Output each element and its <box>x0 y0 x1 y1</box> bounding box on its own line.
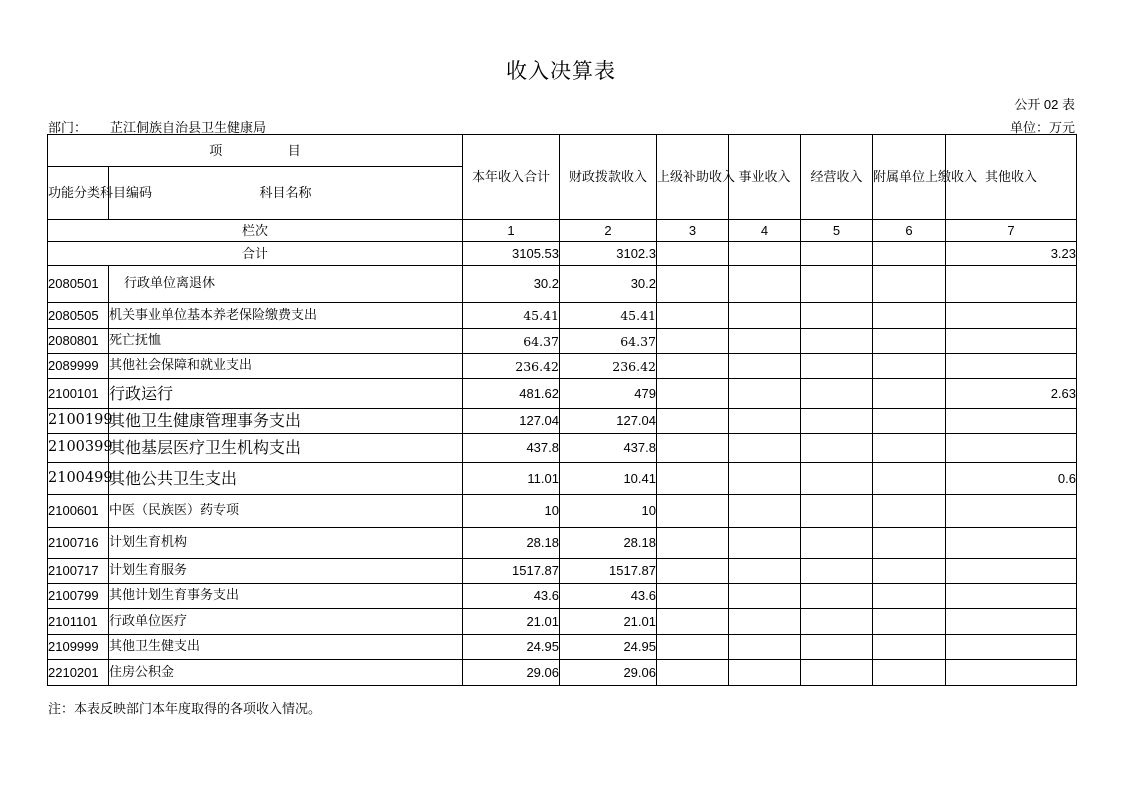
amount-cell: 1517.87 <box>560 559 657 584</box>
amount-cell: 2.63 <box>946 379 1077 409</box>
amount-cell <box>729 559 801 584</box>
header-superior-subsidy: 上级补助收入 <box>657 135 729 220</box>
amount-cell <box>657 495 729 528</box>
header-other-income: 其他收入 <box>946 135 1077 220</box>
income-table <box>47 134 1077 686</box>
amount-cell: 236.42 <box>560 354 657 379</box>
amount-cell <box>801 463 873 495</box>
header-subject-code: 功能分类科目编码 <box>48 167 109 220</box>
amount-cell: 437.8 <box>560 434 657 463</box>
amount-cell <box>801 528 873 559</box>
amount-cell <box>873 266 946 303</box>
amount-cell <box>729 495 801 528</box>
amount-cell: 24.95 <box>463 635 560 660</box>
table-row <box>48 559 1077 584</box>
amount-cell: 30.2 <box>463 266 560 303</box>
total-amount <box>873 242 946 266</box>
amount-cell: 64.37 <box>560 329 657 354</box>
amount-cell <box>657 379 729 409</box>
amount-cell: 29.06 <box>463 660 560 686</box>
amount-cell <box>657 463 729 495</box>
amount-cell <box>729 409 801 434</box>
amount-cell <box>801 409 873 434</box>
amount-cell: 24.95 <box>560 635 657 660</box>
table-row <box>48 379 1077 409</box>
column-index-label: 栏次 <box>48 220 463 242</box>
subject-code: 2100716 <box>48 528 109 559</box>
amount-cell: 127.04 <box>560 409 657 434</box>
amount-cell <box>657 303 729 329</box>
table-row <box>48 495 1077 528</box>
subject-name: 住房公积金 <box>109 660 463 686</box>
total-label: 合计 <box>48 242 463 266</box>
subject-name: 死亡抚恤 <box>109 329 463 354</box>
subject-code: 2100717 <box>48 559 109 584</box>
amount-cell <box>873 495 946 528</box>
total-amount <box>657 242 729 266</box>
amount-cell <box>657 329 729 354</box>
amount-cell <box>946 409 1077 434</box>
subject-code: 2109999 <box>48 635 109 660</box>
column-index: 6 <box>873 220 946 242</box>
total-amount: 3105.53 <box>463 242 560 266</box>
amount-cell <box>946 329 1077 354</box>
amount-cell <box>873 434 946 463</box>
department-name: 芷江侗族自治县卫生健康局 <box>110 120 267 135</box>
page-title: 收入决算表 <box>506 59 616 83</box>
column-index: 1 <box>463 220 560 242</box>
amount-cell <box>729 329 801 354</box>
amount-cell <box>729 266 801 303</box>
column-index: 3 <box>657 220 729 242</box>
amount-cell <box>946 528 1077 559</box>
amount-cell: 236.42 <box>463 354 560 379</box>
amount-cell <box>873 584 946 609</box>
amount-cell: 479 <box>560 379 657 409</box>
subject-name: 其他卫生健康管理事务支出 <box>109 409 463 434</box>
amount-cell: 481.62 <box>463 379 560 409</box>
amount-cell <box>657 434 729 463</box>
header-affiliate-income: 附属单位上缴收入 <box>873 135 946 220</box>
amount-cell <box>657 635 729 660</box>
subject-name: 其他公共卫生支出 <box>109 463 463 495</box>
subject-code: 2089999 <box>48 354 109 379</box>
header-total-income: 本年收入合计 <box>463 135 560 220</box>
amount-cell <box>946 354 1077 379</box>
header-item: 项 目 <box>48 135 463 167</box>
total-amount <box>801 242 873 266</box>
amount-cell <box>729 584 801 609</box>
amount-cell: 0.6 <box>946 463 1077 495</box>
amount-cell <box>946 635 1077 660</box>
subject-code: 2210201 <box>48 660 109 686</box>
amount-cell <box>946 303 1077 329</box>
amount-cell: 43.6 <box>463 584 560 609</box>
amount-cell <box>657 609 729 635</box>
subject-code: 2100399 <box>48 434 109 463</box>
table-row <box>48 463 1077 495</box>
subject-code: 2100499 <box>48 463 109 495</box>
amount-cell <box>729 303 801 329</box>
subject-name: 计划生育服务 <box>109 559 463 584</box>
amount-cell: 28.18 <box>463 528 560 559</box>
amount-cell <box>657 559 729 584</box>
amount-cell: 10 <box>463 495 560 528</box>
amount-cell <box>873 528 946 559</box>
amount-cell <box>873 463 946 495</box>
amount-cell: 21.01 <box>463 609 560 635</box>
header-row-1 <box>48 135 1077 167</box>
header-business-income: 事业收入 <box>729 135 801 220</box>
amount-cell <box>873 303 946 329</box>
amount-cell <box>729 609 801 635</box>
amount-cell <box>946 434 1077 463</box>
amount-cell: 1517.87 <box>463 559 560 584</box>
subject-code: 2100601 <box>48 495 109 528</box>
amount-cell <box>873 409 946 434</box>
subject-name: 计划生育机构 <box>109 528 463 559</box>
amount-cell <box>657 584 729 609</box>
amount-cell <box>873 354 946 379</box>
subject-code: 2080801 <box>48 329 109 354</box>
subject-name: 行政单位医疗 <box>109 609 463 635</box>
subject-name: 其他社会保障和就业支出 <box>109 354 463 379</box>
table-row <box>48 266 1077 303</box>
amount-cell: 43.6 <box>560 584 657 609</box>
table-row <box>48 409 1077 434</box>
department-label: 部门： <box>48 120 88 135</box>
amount-cell <box>657 354 729 379</box>
table-row <box>48 434 1077 463</box>
table-row <box>48 584 1077 609</box>
amount-cell <box>946 584 1077 609</box>
amount-cell <box>946 559 1077 584</box>
amount-cell <box>657 660 729 686</box>
column-index: 4 <box>729 220 801 242</box>
amount-cell <box>801 266 873 303</box>
header-operating-income: 经营收入 <box>801 135 873 220</box>
header-subject-name: 科目名称 <box>109 167 463 220</box>
amount-cell <box>873 660 946 686</box>
subject-name: 行政运行 <box>109 379 463 409</box>
amount-cell: 45.41 <box>560 303 657 329</box>
amount-cell <box>657 528 729 559</box>
subject-name: 其他基层医疗卫生机构支出 <box>109 434 463 463</box>
amount-cell <box>801 584 873 609</box>
amount-cell <box>657 409 729 434</box>
amount-cell: 10.41 <box>560 463 657 495</box>
amount-cell <box>729 354 801 379</box>
subject-code: 2100799 <box>48 584 109 609</box>
amount-cell: 30.2 <box>560 266 657 303</box>
table-row <box>48 528 1077 559</box>
subject-code: 2080501 <box>48 266 109 303</box>
amount-cell <box>946 660 1077 686</box>
amount-cell: 11.01 <box>463 463 560 495</box>
amount-cell <box>801 434 873 463</box>
total-amount: 3102.3 <box>560 242 657 266</box>
column-index: 5 <box>801 220 873 242</box>
total-amount: 3.23 <box>946 242 1077 266</box>
amount-cell <box>801 303 873 329</box>
column-index-row <box>48 220 1077 242</box>
amount-cell: 127.04 <box>463 409 560 434</box>
total-row <box>48 242 1077 266</box>
table-row <box>48 303 1077 329</box>
amount-cell <box>801 379 873 409</box>
amount-cell <box>946 495 1077 528</box>
subject-name: 中医（民族医）药专项 <box>109 495 463 528</box>
amount-cell: 437.8 <box>463 434 560 463</box>
amount-cell: 64.37 <box>463 329 560 354</box>
amount-cell <box>729 379 801 409</box>
amount-cell <box>657 266 729 303</box>
amount-cell <box>729 660 801 686</box>
column-index: 7 <box>946 220 1077 242</box>
amount-cell: 28.18 <box>560 528 657 559</box>
amount-cell <box>873 379 946 409</box>
amount-cell <box>801 609 873 635</box>
unit-label: 单位：万元 <box>1009 120 1075 135</box>
amount-cell <box>873 635 946 660</box>
amount-cell <box>801 660 873 686</box>
amount-cell <box>946 609 1077 635</box>
amount-cell <box>801 329 873 354</box>
amount-cell: 29.06 <box>560 660 657 686</box>
table-row <box>48 660 1077 686</box>
amount-cell <box>873 329 946 354</box>
table-row <box>48 329 1077 354</box>
amount-cell <box>801 559 873 584</box>
amount-cell: 45.41 <box>463 303 560 329</box>
table-row <box>48 635 1077 660</box>
form-number: 公开 02 表 <box>1014 97 1075 112</box>
table-row <box>48 609 1077 635</box>
amount-cell: 21.01 <box>560 609 657 635</box>
column-index: 2 <box>560 220 657 242</box>
subject-code: 2100199 <box>48 409 109 434</box>
subject-name: 其他卫生健支出 <box>109 635 463 660</box>
footnote: 注：本表反映部门本年度取得的各项收入情况。 <box>48 701 322 716</box>
amount-cell <box>801 635 873 660</box>
subject-code: 2080505 <box>48 303 109 329</box>
subject-name: 其他计划生育事务支出 <box>109 584 463 609</box>
amount-cell <box>873 559 946 584</box>
amount-cell: 10 <box>560 495 657 528</box>
amount-cell <box>873 609 946 635</box>
amount-cell <box>801 354 873 379</box>
header-fiscal-appropriation: 财政拨款收入 <box>560 135 657 220</box>
subject-name: 行政单位离退休 <box>109 266 463 303</box>
subject-code: 2101101 <box>48 609 109 635</box>
total-amount <box>729 242 801 266</box>
amount-cell <box>729 463 801 495</box>
subject-code: 2100101 <box>48 379 109 409</box>
amount-cell <box>946 266 1077 303</box>
subject-name: 机关事业单位基本养老保险缴费支出 <box>109 303 463 329</box>
amount-cell <box>729 635 801 660</box>
table-row <box>48 354 1077 379</box>
amount-cell <box>729 528 801 559</box>
amount-cell <box>729 434 801 463</box>
amount-cell <box>801 495 873 528</box>
